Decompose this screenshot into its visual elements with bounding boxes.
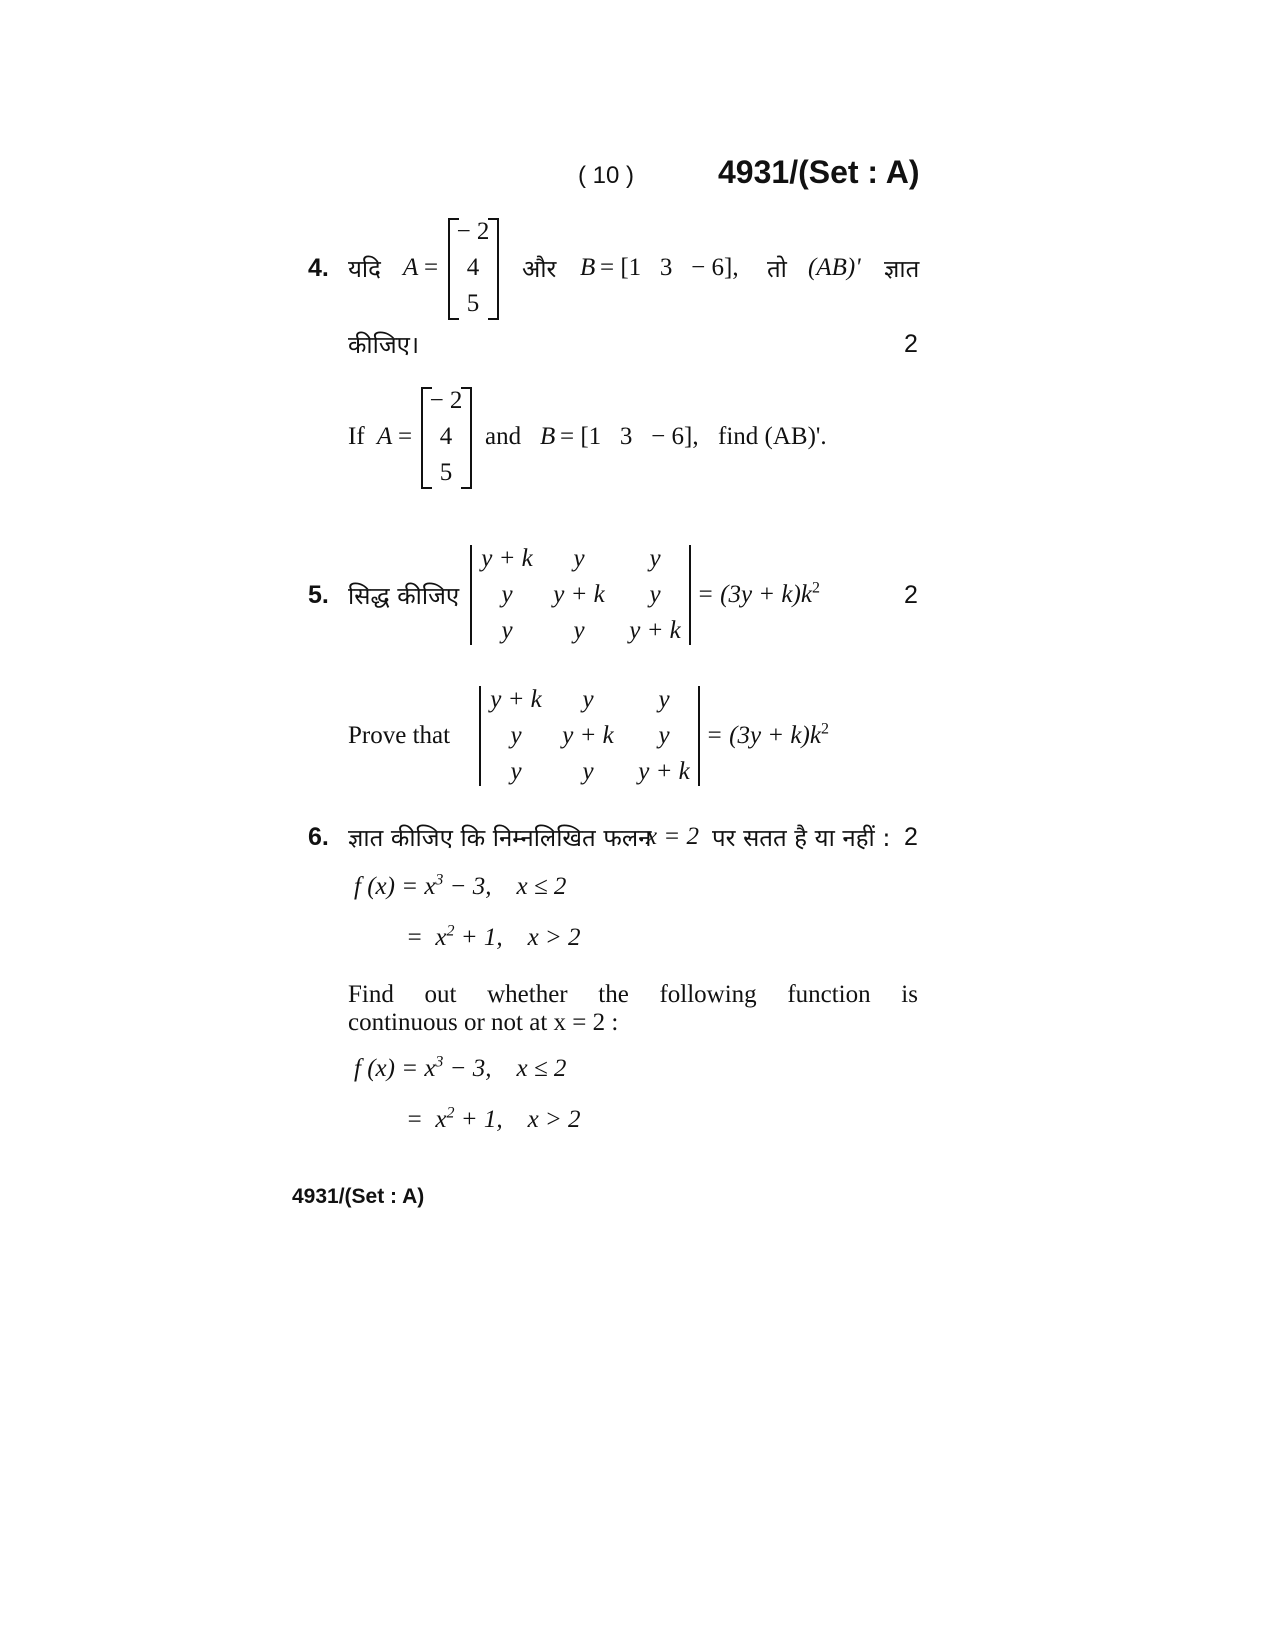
q6-marks: 2: [904, 823, 918, 851]
q4-marks: 2: [904, 330, 918, 358]
q4-equals: =: [424, 254, 439, 281]
q4-en-A-label: A: [377, 423, 393, 450]
q5-det-right-bar: [689, 545, 691, 645]
q6-hindi-text2: पर सतत है या नहीं :: [712, 824, 891, 852]
q6-en-word: whether: [487, 981, 568, 1008]
q5-en-det-cell: y + k: [562, 722, 614, 749]
q5-en-det-left-bar: [479, 686, 481, 786]
q4-matrix-cell: 5: [466, 290, 480, 317]
q5-en-det-cell: y: [510, 722, 522, 749]
q5-en-det-cell: y + k: [490, 686, 542, 713]
q5-det-cell: y: [501, 581, 513, 608]
q6-en-word: following: [659, 981, 757, 1008]
q5-det-cell: y: [501, 617, 513, 644]
q4-matrix-cell: 4: [466, 254, 480, 281]
q5-en-rhs: [706, 722, 829, 750]
q5-rhs-text: = (3y + k)k: [697, 581, 812, 608]
q5-en-prove: Prove that: [348, 722, 451, 749]
q5-number: 5.: [308, 581, 329, 609]
q6-en-word: Find: [348, 981, 394, 1008]
q4-hindi-do: कीजिए।: [348, 331, 420, 359]
q6-en-f1-left: f (x) = x: [354, 1055, 436, 1082]
q4-en-matrix-cell: 5: [439, 459, 453, 486]
q4-hindi-find: ज्ञात: [884, 255, 920, 283]
q6-number: 6.: [308, 823, 329, 851]
q4-number: 4.: [308, 254, 329, 282]
paper-code-footer: 4931/(Set : A): [292, 1185, 425, 1208]
q5-hindi-prove: सिद्ध कीजिए: [348, 582, 460, 610]
q5-en-det-cell: y: [658, 686, 670, 713]
q6-en-f2-right: + 1, x > 2: [454, 1106, 581, 1133]
q6-en-word: is: [901, 981, 918, 1008]
q6-f2-left: = x: [406, 924, 447, 951]
q4-AB-transpose: (AB)': [808, 254, 861, 281]
q5-rhs: [697, 581, 820, 609]
q6-hi-f-line2: [406, 924, 581, 952]
q6-en-line1: [348, 981, 918, 1009]
q6-en-word: out: [424, 981, 457, 1008]
q5-en-det-right-bar: [698, 686, 700, 786]
q4-hindi-if: यदि: [348, 255, 381, 283]
q6-f1-exp: 3: [435, 871, 444, 889]
q5-en-det-cell: y: [658, 722, 670, 749]
q4-matrix-cell: − 2: [456, 218, 490, 245]
q6-f2-right: + 1, x > 2: [454, 924, 581, 951]
q5-det-cell: y + k: [629, 617, 681, 644]
q4-A-label: A: [403, 254, 419, 281]
q6-hindi-text: ज्ञात कीजिए कि निम्नलिखित फलन: [348, 824, 652, 852]
q6-f1-right: − 3, x ≤ 2: [443, 873, 567, 900]
q6-en-word: function: [787, 981, 871, 1008]
q6-en-line2: continuous or not at x = 2 :: [348, 1009, 619, 1036]
q6-en-f2-left: = x: [406, 1106, 447, 1133]
q4-en-matrix-cell: 4: [439, 423, 453, 450]
q4-hindi-and: और: [522, 255, 557, 283]
q4-en-find: find (AB)'.: [718, 423, 827, 450]
q5-en-det-cell: y: [510, 758, 522, 785]
paper-code-header: 4931/(Set : A): [718, 154, 920, 190]
page-number: ( 10 ): [578, 162, 635, 189]
q4-hindi-then: तो: [767, 255, 787, 283]
q6-en-f-line1: [354, 1055, 566, 1083]
q5-marks: 2: [904, 581, 918, 609]
q4-en-and: and: [485, 423, 522, 450]
q4-B-label: B: [580, 254, 596, 281]
q5-det-cell: y: [649, 581, 661, 608]
q6-hindi-condition: x = 2: [646, 823, 699, 850]
q5-en-rhs-exponent: 2: [820, 720, 829, 738]
q6-en-f1-exp: 3: [435, 1053, 444, 1071]
q4-en-if: If: [348, 423, 365, 450]
q5-det-left-bar: [470, 545, 472, 645]
q5-en-det-cell: y: [582, 686, 594, 713]
q6-f1-left: f (x) = x: [354, 873, 436, 900]
q5-en-rhs-text: = (3y + k)k: [706, 722, 821, 749]
q6-f2-exp: 2: [446, 922, 455, 940]
q4-en-matrix-cell: − 2: [429, 387, 463, 414]
q5-en-det-cell: y + k: [638, 758, 690, 785]
q5-rhs-exponent: 2: [811, 579, 820, 597]
q4-B-vector: = [1 3 − 6],: [600, 254, 739, 281]
q6-en-f1-right: − 3, x ≤ 2: [443, 1055, 567, 1082]
q5-det-cell: y + k: [553, 581, 605, 608]
q4-en-B-label: B: [540, 423, 556, 450]
q6-en-word: the: [598, 981, 629, 1008]
q6-en-f-line2: [406, 1106, 581, 1134]
q5-det-cell: y: [573, 617, 585, 644]
q5-det-cell: y + k: [481, 545, 533, 572]
q4-en-B-vector: = [1 3 − 6],: [560, 423, 699, 450]
q5-en-det-cell: y: [582, 758, 594, 785]
q4-en-equals: =: [398, 423, 413, 450]
q6-hi-f-line1: [354, 873, 566, 901]
q5-det-cell: y: [573, 545, 585, 572]
q5-det-cell: y: [649, 545, 661, 572]
q6-en-f2-exp: 2: [446, 1104, 455, 1122]
